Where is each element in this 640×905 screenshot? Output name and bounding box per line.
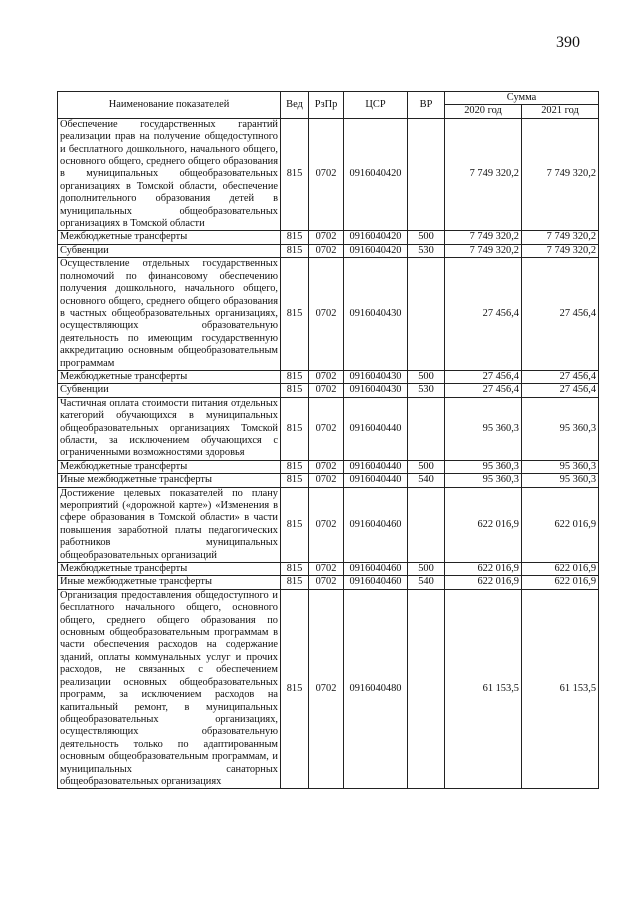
- table-row: [58, 563, 599, 576]
- row-amount-2021: 7 749 320,2: [522, 231, 599, 244]
- row-csr: 0916040430: [344, 258, 408, 371]
- header-year-2020: 2020 год: [445, 105, 522, 118]
- row-amount-2020: 7 749 320,2: [445, 231, 522, 244]
- table-row: [58, 244, 599, 257]
- row-vr: 530: [408, 244, 445, 257]
- row-name: Осуществление отдельных государственных полномочий по финансовому обеспечению получения дошкольного, начального общего, основного общего, среднего общего образования в частных общеобразовательных организациях, осуществляющих образовательную деятельность по имеющим государственную аккредитацию основным общеобразовательным программам: [58, 258, 281, 371]
- table-body: [58, 118, 599, 789]
- row-name: Межбюджетные трансферты: [58, 370, 281, 383]
- table-row: [58, 258, 599, 371]
- row-vr: 500: [408, 370, 445, 383]
- row-name: Достижение целевых показателей по плану мероприятий («дорожной карте») «Изменения в сфере образования в Томской области» в части повышения заработной платы педагогических работников муниципальных общеобразовательных организаций: [58, 487, 281, 562]
- row-vr: [408, 118, 445, 231]
- row-name: Субвенции: [58, 384, 281, 397]
- row-ved: 815: [281, 474, 309, 487]
- row-amount-2021: 622 016,9: [522, 487, 599, 562]
- budget-table: [57, 91, 599, 789]
- row-csr: 0916040440: [344, 474, 408, 487]
- row-ved: 815: [281, 563, 309, 576]
- row-amount-2020: 27 456,4: [445, 384, 522, 397]
- row-amount-2021: 7 749 320,2: [522, 118, 599, 231]
- row-name: Субвенции: [58, 244, 281, 257]
- row-amount-2021: 61 153,5: [522, 589, 599, 789]
- row-vr: [408, 487, 445, 562]
- row-rzpr: 0702: [309, 244, 344, 257]
- header-csr: ЦСР: [344, 92, 408, 119]
- row-amount-2020: 27 456,4: [445, 370, 522, 383]
- row-name: Межбюджетные трансферты: [58, 231, 281, 244]
- row-amount-2020: 95 360,3: [445, 460, 522, 473]
- row-name: Частичная оплата стоимости питания отдельных категорий обучающихся в муниципальных общеобразовательных организациях Томской области, за исключением обучающихся с ограниченными возможностями здоровья: [58, 397, 281, 460]
- row-amount-2021: 95 360,3: [522, 474, 599, 487]
- row-ved: 815: [281, 589, 309, 789]
- row-amount-2020: 622 016,9: [445, 563, 522, 576]
- row-rzpr: 0702: [309, 258, 344, 371]
- row-ved: 815: [281, 118, 309, 231]
- row-rzpr: 0702: [309, 118, 344, 231]
- row-amount-2021: 27 456,4: [522, 384, 599, 397]
- row-rzpr: 0702: [309, 370, 344, 383]
- row-csr: 0916040420: [344, 244, 408, 257]
- row-amount-2020: 622 016,9: [445, 487, 522, 562]
- row-amount-2021: 27 456,4: [522, 370, 599, 383]
- row-csr: 0916040420: [344, 231, 408, 244]
- row-csr: 0916040460: [344, 487, 408, 562]
- row-vr: 500: [408, 563, 445, 576]
- row-amount-2020: 7 749 320,2: [445, 118, 522, 231]
- table-row: [58, 397, 599, 460]
- row-amount-2021: 622 016,9: [522, 576, 599, 589]
- row-rzpr: 0702: [309, 384, 344, 397]
- header-year-2021: 2021 год: [522, 105, 599, 118]
- row-vr: [408, 397, 445, 460]
- row-ved: 815: [281, 487, 309, 562]
- table-row: [58, 118, 599, 231]
- row-amount-2020: 7 749 320,2: [445, 244, 522, 257]
- row-amount-2021: 622 016,9: [522, 563, 599, 576]
- table-row: [58, 474, 599, 487]
- row-amount-2021: 95 360,3: [522, 460, 599, 473]
- row-ved: 815: [281, 576, 309, 589]
- row-vr: 530: [408, 384, 445, 397]
- row-csr: 0916040440: [344, 397, 408, 460]
- row-csr: 0916040430: [344, 384, 408, 397]
- row-rzpr: 0702: [309, 460, 344, 473]
- header-sum: Сумма: [445, 92, 599, 105]
- row-name: Иные межбюджетные трансферты: [58, 576, 281, 589]
- row-name: Обеспечение государственных гарантий реализации прав на получение общедоступного и бесплатного дошкольного, начального общего, основного общего, среднего общего образования в муниципальных общеобразовательных организациях в Томской области, обеспечение дополнительного образования детей в муниципальных общеобразовательных организациях в Томской области: [58, 118, 281, 231]
- row-ved: 815: [281, 397, 309, 460]
- row-csr: 0916040430: [344, 370, 408, 383]
- row-csr: 0916040440: [344, 460, 408, 473]
- row-vr: 540: [408, 576, 445, 589]
- row-vr: 500: [408, 231, 445, 244]
- row-csr: 0916040480: [344, 589, 408, 789]
- row-amount-2020: 95 360,3: [445, 474, 522, 487]
- row-vr: 500: [408, 460, 445, 473]
- page-number: 390: [556, 34, 580, 51]
- row-vr: 540: [408, 474, 445, 487]
- header-name: Наименование показателей: [58, 92, 281, 119]
- row-rzpr: 0702: [309, 487, 344, 562]
- row-vr: [408, 258, 445, 371]
- row-amount-2020: 95 360,3: [445, 397, 522, 460]
- table-row: [58, 576, 599, 589]
- row-ved: 815: [281, 231, 309, 244]
- row-rzpr: 0702: [309, 576, 344, 589]
- header-rzpr: РзПр: [309, 92, 344, 119]
- table-row: [58, 370, 599, 383]
- row-name: Межбюджетные трансферты: [58, 563, 281, 576]
- row-amount-2020: 27 456,4: [445, 258, 522, 371]
- header-row: [58, 92, 599, 105]
- row-amount-2021: 95 360,3: [522, 397, 599, 460]
- table-row: [58, 384, 599, 397]
- table-row: [58, 460, 599, 473]
- row-ved: 815: [281, 244, 309, 257]
- row-rzpr: 0702: [309, 397, 344, 460]
- row-amount-2020: 622 016,9: [445, 576, 522, 589]
- row-amount-2021: 7 749 320,2: [522, 244, 599, 257]
- row-ved: 815: [281, 258, 309, 371]
- row-rzpr: 0702: [309, 589, 344, 789]
- header-ved: Вед: [281, 92, 309, 119]
- header-vr: ВР: [408, 92, 445, 119]
- row-rzpr: 0702: [309, 474, 344, 487]
- table-row: [58, 487, 599, 562]
- row-csr: 0916040460: [344, 563, 408, 576]
- row-amount-2021: 27 456,4: [522, 258, 599, 371]
- row-rzpr: 0702: [309, 231, 344, 244]
- table-row: [58, 589, 599, 789]
- row-rzpr: 0702: [309, 563, 344, 576]
- row-name: Иные межбюджетные трансферты: [58, 474, 281, 487]
- row-ved: 815: [281, 370, 309, 383]
- row-ved: 815: [281, 460, 309, 473]
- row-csr: 0916040420: [344, 118, 408, 231]
- row-csr: 0916040460: [344, 576, 408, 589]
- row-vr: [408, 589, 445, 789]
- row-name: Организация предоставления общедоступного и бесплатного начального общего, основного общего, среднего общего образования по основным общеобразовательным программам в части обеспечения расходов на содержание зданий, оплаты коммунальных услуг и прочих расходов, не связанных с обеспечением реализации основных общеобразовательных программ, за исключением расходов на капитальный ремонт, в муниципальных общеобразовательных организациях, осуществляющих образовательную деятельность только по адаптированным основным общеобразовательным программам, и муниципальных санаторных общеобразовательных организациях: [58, 589, 281, 789]
- row-amount-2020: 61 153,5: [445, 589, 522, 789]
- table-row: [58, 231, 599, 244]
- row-name: Межбюджетные трансферты: [58, 460, 281, 473]
- row-ved: 815: [281, 384, 309, 397]
